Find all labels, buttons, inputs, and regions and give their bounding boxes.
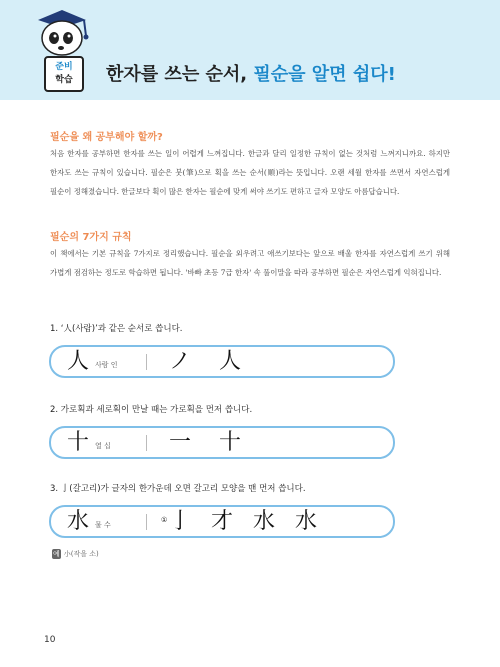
page-number: 10 [44,635,56,645]
rule-2-text: 2. 가로획과 세로획이 만날 때는 가로획을 먼저 씁니다. [50,405,253,415]
rule-2-meaning: 열 십 [95,442,111,450]
section2-heading: 필순의 7가지 규칙 [50,232,132,243]
rule-1-stroke-1: ノ [169,349,192,374]
rule-3-stroke-4: 水 [295,509,318,534]
divider [146,435,147,451]
title-highlight: 필순을 알면 쉽다! [253,64,396,85]
rule-3-meaning: 물 수 [95,521,111,529]
badge-line2: 학습 [55,75,73,85]
section2-body: 이 책에서는 기본 규칙을 7가지로 정리했습니다. 필순을 외우려고 애쓰기보다는 앞으로 배울 한자를 자연스럽게 쓰기 위해 가볍게 점검하는 정도로 학습하면 됩니다. '바빠 초등 7급 한자' 속 풀이말을 따라 공부하면 필순은 자연스럽게 익혀집니다. [50,249,450,277]
rule-1-meaning: 사람 인 [95,361,118,369]
divider [146,354,147,370]
rule-2-example-box [49,426,395,459]
title-part1: 한자를 쓰는 순서, [106,64,254,85]
example-tag: 예 [53,550,60,558]
rule-1-character: 人 [67,349,90,374]
rule-3-stroke-1: 亅 [169,509,192,534]
page-title [106,60,396,86]
rule-3-character: 水 [67,509,90,534]
example-text: 小(작을 소) [63,550,99,558]
section1-heading: 필순을 왜 공부해야 할까? [50,132,163,143]
rule-1-example-box [49,345,395,378]
section1-body: 처음 한자를 공부하면 한자를 쓰는 일이 어렵게 느껴집니다. 한글과 달리 일정한 규칙이 없는 것처럼 느껴지니까요. 하지만 한자도 쓰는 규칙이 있습니다. 필순은 붓(筆)으로 획을 쓰는 순서(順)라는 뜻입니다. 오랜 세월 한자를 쓰면서 자연스럽게 필순이 정해졌습니다. 한글보다 획이 많은 한자는 필순에 맞게 써야 쓰기도 편하고 글자 모양도 아름답습니다. [50,149,450,196]
rule-1-text: 1. ‘人(사람)’과 같은 순서로 씁니다. [50,324,183,334]
example-note [52,549,99,559]
rule-1-stroke-2: 人 [219,349,242,374]
rule-2-stroke-1: 一 [169,430,192,455]
divider [146,514,147,530]
badge-line1: 준비 [55,62,73,72]
rule-3-example-box [49,505,395,538]
preparation-badge [44,56,84,92]
rule-3-stroke-2: 才 [211,509,234,534]
page-header [0,0,500,100]
rule-3-stroke-3: 水 [253,509,276,534]
rule-2-character: 十 [67,430,90,455]
stroke-order-marker: ① [161,516,168,524]
rule-3-text: 3. 亅(갈고리)가 글자의 한가운데 오면 갈고리 모양을 맨 먼저 씁니다. [50,484,306,494]
rule-2-stroke-2: 十 [219,430,242,455]
